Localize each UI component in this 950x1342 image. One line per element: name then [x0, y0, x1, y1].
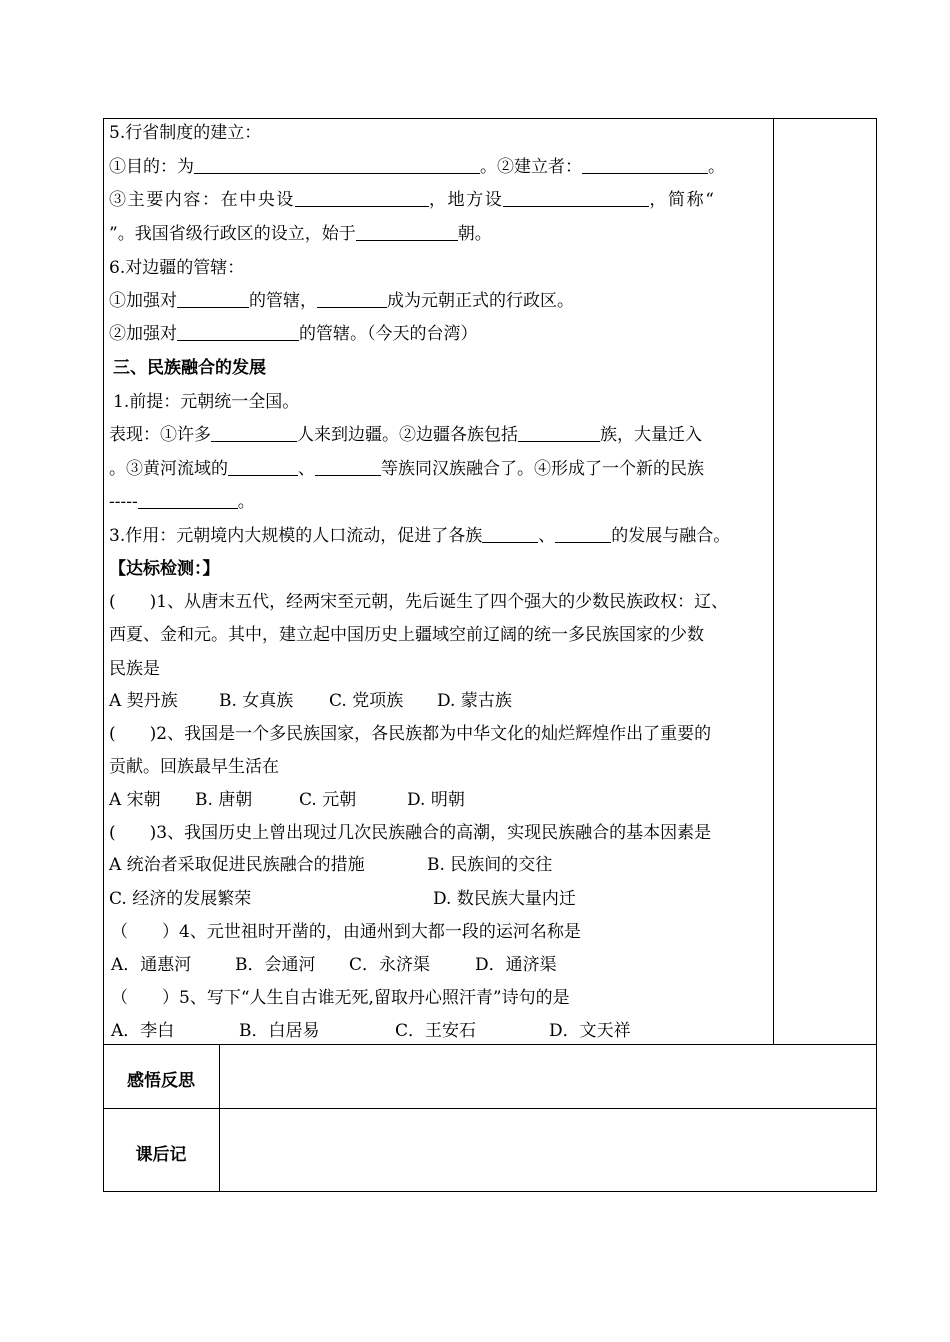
fill-blank[interactable] — [295, 190, 429, 207]
text: 。 — [708, 157, 725, 177]
text: 的发展与融合。 — [611, 526, 731, 546]
fill-blank[interactable] — [317, 291, 387, 308]
part3-show-line3 — [109, 491, 255, 513]
q3-line1: ( )3、我国历史上曾出现过几次民族融合的高潮，实现民族融合的基本因素是 — [109, 823, 712, 843]
q1-line3: 民族是 — [109, 659, 160, 679]
q1-option-d[interactable]: D. 蒙古族 — [437, 691, 512, 711]
text: ----- — [109, 492, 138, 512]
text: ，地方设 — [429, 190, 504, 210]
section5-purpose-line — [109, 156, 725, 178]
q1-option-c[interactable]: C. 党项族 — [329, 691, 404, 711]
text: 朝。 — [457, 224, 492, 244]
fill-blank[interactable] — [177, 324, 299, 341]
text: ②加强对 — [109, 324, 177, 344]
q3-options-row1 — [109, 854, 552, 876]
q4-options — [111, 954, 557, 976]
part3-show-line1 — [109, 424, 702, 446]
section5-content2-line — [109, 223, 492, 245]
text: ”。我国省级行政区的设立，始于 — [109, 224, 356, 244]
text: 、 — [538, 526, 556, 546]
q1-line1: ( )1、从唐末五代，经两宋至元朝，先后诞生了四个强大的少数民族政权：辽、 — [109, 592, 729, 612]
fill-blank[interactable] — [138, 492, 238, 509]
q2-option-c[interactable]: C. 元朝 — [299, 790, 357, 810]
q1-option-b[interactable]: B. 女真族 — [219, 691, 294, 711]
q3-option-d[interactable]: D. 数民族大量内迁 — [433, 889, 576, 909]
fill-blank[interactable] — [503, 190, 649, 207]
q2-option-a[interactable]: A 宋朝 — [109, 790, 161, 810]
part3-effect-line — [109, 525, 730, 547]
q1-options — [109, 690, 512, 712]
fill-blank[interactable] — [211, 425, 297, 442]
text: 的管辖。（今天的台湾） — [299, 324, 478, 344]
text: ①加强对 — [109, 291, 177, 311]
fill-blank[interactable] — [555, 526, 611, 543]
fill-blank[interactable] — [315, 459, 381, 476]
reflection-label: 感悟反思 — [127, 1071, 195, 1091]
worksheet-table — [103, 118, 877, 1192]
part3-heading: 三、民族融合的发展 — [113, 358, 266, 378]
q2-line1: ( )2、我国是一个多民族国家，各民族都为中华文化的灿烂辉煌作出了重要的 — [109, 724, 712, 744]
q2-options — [109, 789, 465, 811]
q5-line1: （ ）5、写下“人生自古谁无死,留取丹心照汗青”诗句的是 — [111, 988, 570, 1008]
section6-line1 — [109, 290, 574, 312]
right-column-divider — [773, 118, 774, 1044]
fill-blank[interactable] — [482, 526, 538, 543]
q1-option-a[interactable]: A 契丹族 — [109, 691, 178, 711]
section6-line2 — [109, 323, 478, 345]
q3-option-b[interactable]: B. 民族间的交往 — [427, 855, 553, 875]
text: ①目的：为 — [109, 157, 194, 177]
q4-option-b[interactable]: B．会通河 — [235, 955, 316, 975]
q5-option-b[interactable]: B．白居易 — [239, 1021, 320, 1041]
q2-option-b[interactable]: B. 唐朝 — [195, 790, 253, 810]
quiz-heading: 【达标检测：】 — [109, 559, 220, 579]
part3-show-line2 — [109, 458, 704, 480]
text: 。③黄河流域的 — [109, 459, 228, 479]
reflection-field[interactable] — [220, 1045, 876, 1108]
fill-blank[interactable] — [518, 425, 600, 442]
text: 。 — [237, 492, 255, 512]
text: 。②建立者： — [480, 157, 582, 177]
fill-blank[interactable] — [356, 224, 458, 241]
notes-label: 课后记 — [135, 1145, 187, 1165]
text: 3.作用：元朝境内大规模的人口流动，促进了各族 — [109, 526, 483, 546]
text: 表现：①许多 — [109, 425, 211, 445]
notes-field[interactable] — [220, 1109, 876, 1191]
fill-blank[interactable] — [228, 459, 298, 476]
q2-option-d[interactable]: D. 明朝 — [407, 790, 465, 810]
text: 族，大量迁入 — [600, 425, 702, 445]
text: ，简称“ — [649, 190, 716, 210]
fill-blank[interactable] — [582, 157, 708, 174]
q4-option-d[interactable]: D．通济渠 — [475, 955, 557, 975]
section5-content-line — [109, 189, 716, 211]
q3-options-row2 — [109, 888, 576, 910]
q2-line2: 贡献。回族最早生活在 — [109, 757, 279, 777]
fill-blank[interactable] — [194, 157, 480, 174]
text: 等族同汉族融合了。④形成了一个新的民族 — [381, 459, 704, 479]
section5-title: 5.行省制度的建立： — [109, 123, 262, 143]
q5-options — [111, 1020, 631, 1042]
q4-line1: （ ）4、元世祖时开凿的，由通州到大都一段的运河名称是 — [111, 922, 581, 942]
part3-premise: 1.前提：元朝统一全国。 — [113, 392, 300, 412]
q5-option-d[interactable]: D．文天祥 — [549, 1021, 631, 1041]
text: 成为元朝正式的行政区。 — [387, 291, 574, 311]
fill-blank[interactable] — [177, 291, 249, 308]
text: 的管辖， — [249, 291, 317, 311]
text: 、 — [298, 459, 315, 479]
q5-option-a[interactable]: A．李白 — [111, 1021, 175, 1041]
q3-option-a[interactable]: A 统治者采取促进民族融合的措施 — [109, 855, 365, 875]
text: ③主要内容：在中央设 — [109, 190, 295, 210]
q4-option-a[interactable]: A．通惠河 — [111, 955, 192, 975]
section6-title: 6.对边疆的管辖： — [109, 258, 245, 278]
q3-option-c[interactable]: C. 经济的发展繁荣 — [109, 889, 252, 909]
q5-option-c[interactable]: C．王安石 — [395, 1021, 477, 1041]
text: 人来到边疆。②边疆各族包括 — [297, 425, 518, 445]
q4-option-c[interactable]: C．永济渠 — [349, 955, 431, 975]
q1-line2: 西夏、金和元。其中，建立起中国历史上疆域空前辽阔的统一多民族国家的少数 — [109, 625, 704, 645]
